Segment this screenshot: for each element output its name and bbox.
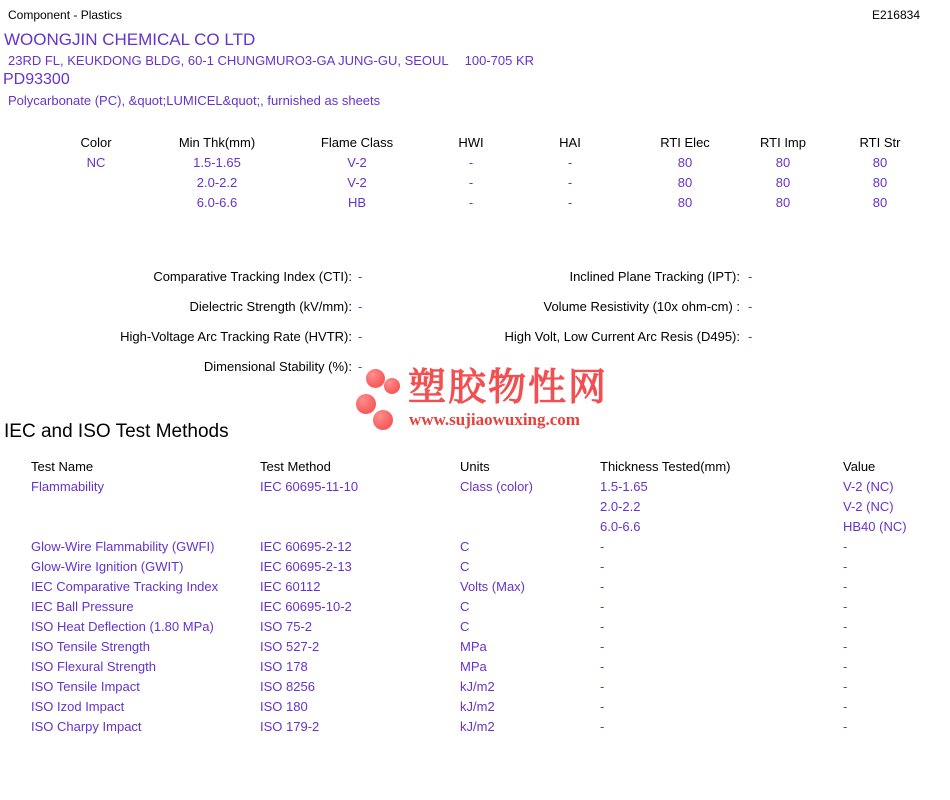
table-cell: - — [843, 558, 848, 574]
table-cell: IEC 60695-10-2 — [260, 598, 352, 614]
table-cell: - — [843, 538, 848, 554]
table-cell: - — [600, 558, 605, 574]
column-header: RTI Elec — [660, 134, 710, 150]
table-cell — [40, 192, 152, 212]
watermark-logo — [355, 365, 609, 431]
table-cell: - — [843, 698, 848, 714]
column-header: Thickness Tested(mm) — [600, 458, 731, 474]
logo-dot-icon — [366, 369, 385, 388]
table-cell: 80 — [872, 194, 888, 210]
table-cell: - — [600, 538, 605, 554]
table-row — [31, 676, 950, 696]
table-row — [31, 476, 950, 496]
table-cell: - — [600, 678, 605, 694]
table-cell: 80 — [677, 154, 693, 170]
table-row — [31, 656, 950, 676]
table-cell: HB40 (NC) — [843, 518, 907, 534]
table-cell: 80 — [872, 154, 888, 170]
property-value — [740, 352, 950, 382]
table-cell: 80 — [872, 174, 888, 190]
table-cell: ISO 527-2 — [260, 638, 320, 654]
company-address — [8, 53, 534, 68]
column-header: Flame Class — [320, 134, 394, 150]
table-cell: 6.0-6.6 — [600, 518, 641, 534]
table-cell: Glow-Wire Ignition (GWIT) — [31, 558, 184, 574]
column-header: Units — [460, 458, 490, 474]
table-cell: - — [843, 578, 848, 594]
table-cell: - — [600, 578, 605, 594]
model-number: PD93300 — [3, 71, 70, 88]
column-header: Value — [843, 458, 876, 474]
table-cell: ISO 75-2 — [260, 618, 313, 634]
table-row — [31, 636, 950, 656]
table-cell: Flammability — [31, 478, 104, 494]
table-cell: - — [567, 194, 573, 210]
table-cell: - — [600, 718, 605, 734]
property-label: High Volt, Low Current Arc Resis (D495): — [504, 329, 740, 344]
table-cell: C — [460, 598, 470, 614]
table-cell: 80 — [775, 154, 791, 170]
table-cell: - — [468, 174, 474, 190]
table-cell: C — [460, 558, 470, 574]
table-cell: - — [600, 618, 605, 634]
table-cell: 1.5-1.65 — [193, 154, 241, 170]
table-cell: IEC Comparative Tracking Index — [31, 578, 219, 594]
table-cell — [31, 516, 260, 536]
table-cell: V-2 (NC) — [843, 498, 894, 514]
property-label: Comparative Tracking Index (CTI): — [153, 269, 352, 284]
table-row — [31, 496, 950, 516]
table-cell — [40, 172, 152, 192]
table-row — [31, 616, 950, 636]
table-cell: Volts (Max) — [460, 578, 526, 594]
ul-file-number: E216834 — [871, 8, 920, 22]
table-cell: ISO Tensile Strength — [31, 638, 150, 654]
table-cell: kJ/m2 — [460, 718, 495, 734]
property-value: - — [748, 329, 753, 344]
table-cell: - — [843, 618, 848, 634]
electrical-properties-section — [0, 262, 950, 382]
table-cell: kJ/m2 — [460, 698, 495, 714]
table-cell: IEC 60695-2-13 — [260, 558, 352, 574]
property-value: - — [748, 299, 753, 314]
table-cell: - — [843, 718, 848, 734]
table-cell — [260, 516, 460, 536]
table-cell: ISO Heat Deflection (1.80 MPa) — [31, 618, 214, 634]
table-cell: - — [600, 598, 605, 614]
property-value: - — [358, 359, 363, 374]
electrical-property-row — [0, 322, 950, 352]
property-label: High-Voltage Arc Tracking Rate (HVTR): — [120, 329, 352, 344]
column-header: RTI Str — [859, 134, 901, 150]
table-cell: - — [843, 658, 848, 674]
table-cell: - — [567, 154, 573, 170]
table-header-row — [40, 132, 934, 152]
table-cell: IEC 60695-11-10 — [260, 478, 359, 494]
table-cell: - — [843, 678, 848, 694]
table-cell: ISO 8256 — [260, 678, 315, 694]
table-cell: ISO 178 — [260, 658, 308, 674]
table-cell: ISO Tensile Impact — [31, 678, 140, 694]
table-cell: V-2 — [347, 154, 367, 170]
table-cell: ISO 180 — [260, 698, 308, 714]
table-cell: IEC Ball Pressure — [31, 598, 134, 614]
table-cell: ISO Charpy Impact — [31, 718, 142, 734]
table-cell: 80 — [677, 194, 693, 210]
table-cell: IEC 60112 — [260, 578, 321, 594]
table-cell: 6.0-6.6 — [196, 194, 238, 210]
table-cell: IEC 60695-2-12 — [260, 538, 352, 554]
table-row — [31, 516, 950, 536]
logo-dot-icon — [356, 394, 376, 414]
watermark-site-name: 塑胶物性网 — [408, 365, 609, 409]
table-cell: - — [468, 194, 474, 210]
property-label: Volume Resistivity (10x ohm-cm) : — [543, 299, 740, 314]
postal-code: 100-705 KR — [464, 53, 535, 68]
table-cell: 1.5-1.65 — [600, 478, 648, 494]
table-cell: - — [600, 698, 605, 714]
column-header: Min Thk(mm) — [178, 134, 256, 150]
table-cell: 80 — [677, 174, 693, 190]
column-header: HWI — [458, 134, 484, 150]
table-cell: - — [468, 154, 474, 170]
property-label: Dielectric Strength (kV/mm): — [189, 299, 352, 314]
table-row — [31, 576, 950, 596]
column-header: RTI Imp — [760, 134, 806, 150]
table-header-row — [31, 456, 950, 476]
test-methods-table — [31, 456, 950, 736]
table-cell: 2.0-2.2 — [196, 174, 238, 190]
table-cell: ISO 179-2 — [260, 718, 320, 734]
table-cell: NC — [86, 154, 106, 170]
property-label: Dimensional Stability (%): — [203, 359, 352, 374]
table-cell: ISO Flexural Strength — [31, 658, 156, 674]
address-text: 23RD FL, KEUKDONG BLDG, 60-1 CHUNGMURO3-GA JUNG-GU, SEOUL — [8, 53, 449, 68]
column-header: Test Method — [260, 458, 331, 474]
table-row — [40, 152, 934, 172]
table-cell: Class (color) — [460, 478, 533, 494]
test-methods-title: IEC and ISO Test Methods — [4, 421, 229, 442]
page-top-line — [8, 8, 920, 22]
column-header: Color — [80, 134, 112, 150]
watermark-site-url: www.sujiaowuxing.com — [409, 410, 580, 429]
category-label: Component - Plastics — [8, 8, 123, 22]
table-cell: - — [567, 174, 573, 190]
table-row — [31, 556, 950, 576]
table-cell: C — [460, 618, 470, 634]
property-value: - — [358, 329, 363, 344]
table-cell — [31, 496, 260, 516]
logo-dot-icon — [373, 410, 393, 430]
table-row — [31, 696, 950, 716]
table-cell — [260, 496, 460, 516]
electrical-property-row — [0, 292, 950, 322]
table-row — [40, 172, 934, 192]
property-value: - — [748, 269, 753, 284]
table-cell: MPa — [460, 658, 487, 674]
table-cell: MPa — [460, 638, 487, 654]
table-cell: - — [843, 638, 848, 654]
table-cell: 80 — [775, 194, 791, 210]
property-value: - — [358, 299, 363, 314]
table-row — [40, 192, 934, 212]
table-cell — [460, 516, 600, 536]
table-row — [31, 716, 950, 736]
table-cell: - — [600, 638, 605, 654]
material-description: Polycarbonate (PC), &quot;LUMICEL&quot;, furnished as sheets — [8, 93, 381, 108]
table-row — [31, 536, 950, 556]
table-cell: V-2 — [347, 174, 367, 190]
table-cell: V-2 (NC) — [843, 478, 894, 494]
property-label: Inclined Plane Tracking (IPT): — [569, 269, 740, 284]
table-cell: 80 — [775, 174, 791, 190]
table-cell: ISO Izod Impact — [31, 698, 125, 714]
table-cell: HB — [347, 194, 367, 210]
table-cell: C — [460, 538, 470, 554]
property-value: - — [358, 269, 363, 284]
table-row — [31, 596, 950, 616]
table-cell: Glow-Wire Flammability (GWFI) — [31, 538, 215, 554]
table-cell: - — [600, 658, 605, 674]
table-cell: kJ/m2 — [460, 678, 495, 694]
table-cell: - — [843, 598, 848, 614]
electrical-property-row — [0, 262, 950, 292]
flame-ratings-table — [40, 132, 934, 212]
table-cell: 2.0-2.2 — [600, 498, 641, 514]
logo-dot-icon — [384, 378, 400, 394]
column-header: HAI — [559, 134, 581, 150]
company-name: WOONGJIN CHEMICAL CO LTD — [4, 30, 256, 49]
column-header: Test Name — [31, 458, 94, 474]
table-cell — [460, 496, 600, 516]
